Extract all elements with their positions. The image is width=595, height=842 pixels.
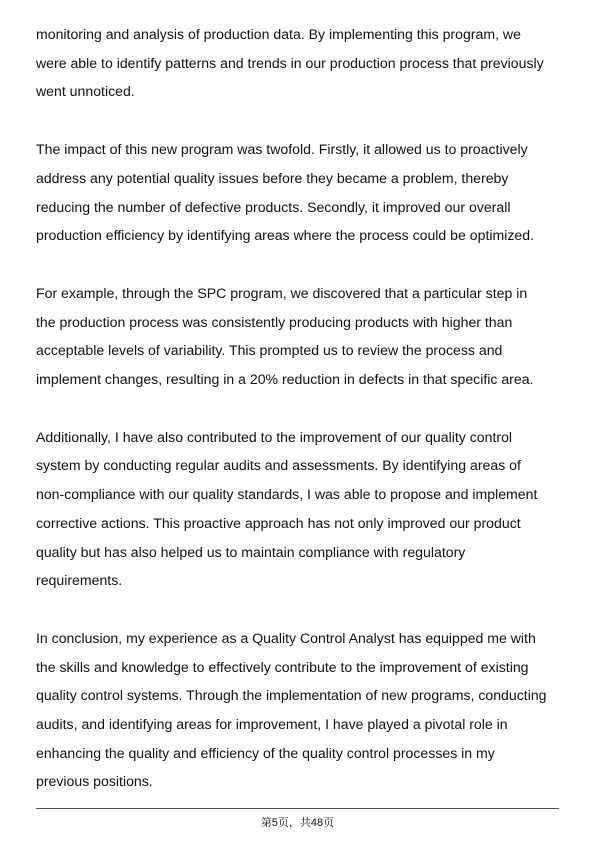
text-line: quality but has also helped us to maintain compliance with regulatory — [36, 543, 466, 560]
text-line: Additionally, I have also contributed to the improvement of our quality control — [36, 428, 513, 445]
page-number: 第5页，共48页 — [260, 817, 335, 829]
paragraph — [36, 423, 566, 595]
text-line: reducing the number of defective products. Secondly, it improved our overall — [36, 198, 511, 215]
text-line: quality control systems. Through the implementation of new programs, conducting — [36, 687, 547, 704]
text-line: acceptable levels of variability. This prompted us to review the process and — [36, 342, 503, 359]
text-line: enhancing the quality and efficiency of the quality control processes in my — [36, 744, 495, 761]
text-line: implement changes, resulting in a 20% reduction in defects in that specific area. — [36, 371, 534, 388]
paragraph — [36, 135, 566, 250]
text-line: The impact of this new program was twofold. Firstly, it allowed us to proactively — [36, 141, 528, 158]
text-line: previous positions. — [36, 773, 153, 790]
paragraph — [36, 20, 566, 106]
text-line: the production process was consistently producing products with higher than — [36, 313, 513, 330]
text-line: production efficiency by identifying areas where the process could be optimized. — [36, 227, 535, 244]
text-line: requirements. — [36, 572, 123, 589]
document-body — [36, 20, 566, 825]
text-line: the skills and knowledge to effectively contribute to the improvement of existing — [36, 658, 529, 675]
text-line: For example, through the SPC program, we discovered that a particular step in — [36, 284, 528, 301]
text-line: corrective actions. This proactive approach has not only improved our product — [36, 514, 521, 531]
paragraph — [36, 624, 566, 796]
text-line: system by conducting regular audits and assessments. By identifying areas of — [36, 457, 521, 474]
footer-divider — [36, 808, 559, 809]
text-line: address any potential quality issues before they became a problem, thereby — [36, 169, 509, 186]
text-line: went unnoticed. — [36, 83, 135, 100]
paragraph — [36, 279, 566, 394]
text-line: were able to identify patterns and trends in our production process that previously — [36, 54, 544, 71]
text-line: monitoring and analysis of production data. By implementing this program, we — [36, 26, 521, 42]
text-line: non-compliance with our quality standards, I was able to propose and implement — [36, 486, 538, 503]
text-line: audits, and identifying areas for improvement, I have played a pivotal role in — [36, 716, 508, 733]
text-line: In conclusion, my experience as a Quality Control Analyst has equipped me with — [36, 629, 536, 646]
